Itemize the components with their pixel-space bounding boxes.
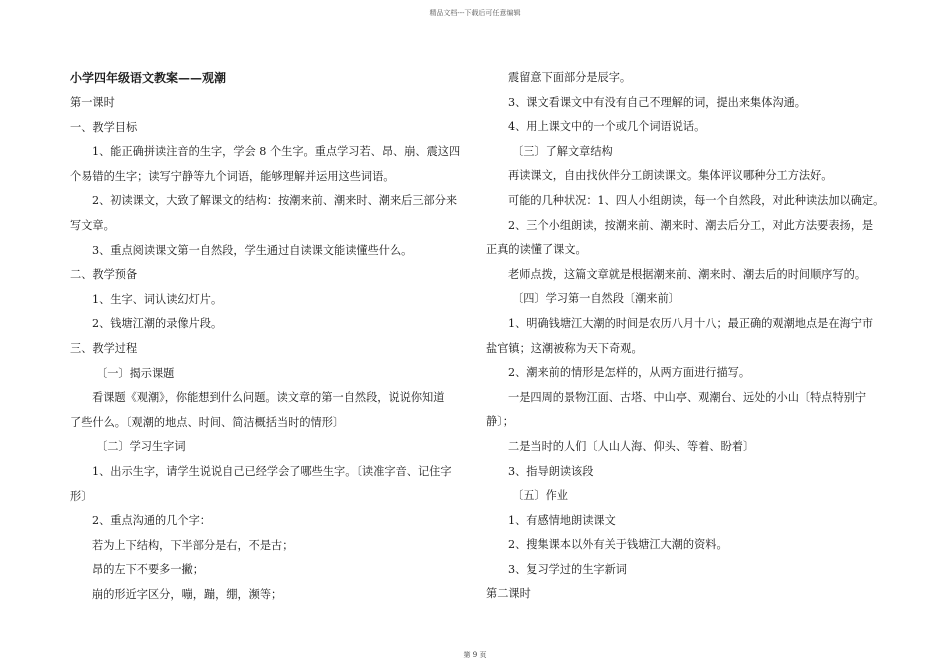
right-paragraphs	[486, 66, 886, 607]
text-line: 2、初读课文，大致了解课文的结构：按潮来前、潮来时、潮来后三部分来	[92, 194, 458, 208]
text-line: 静〕；	[486, 415, 514, 429]
text-line: 震留意下面部分是辰字。	[508, 71, 632, 84]
text-line: 1、能正确拼读注音的生字，学会 8 个生字。重点学习若、昂、崩、震这四	[92, 145, 461, 159]
text-line: 昂的左下不要多一撇；	[92, 563, 204, 577]
text-line: 看课题《观潮》，你能想到什么问题。读文章的第一自然段，说说你知道	[92, 391, 445, 405]
text-line: 再读课文，自由找伙伴分工朗读课文。集体评议哪种分工方法好。	[508, 169, 833, 183]
text-line: 2、搜集课本以外有关于钱塘江大潮的资料。	[508, 538, 728, 552]
text-line: 盐官镇；这潮被称为天下奇观。	[486, 341, 643, 355]
text-line: 1、出示生字，请学生说说自己已经学会了哪些生字。〔读准字音、记住字	[92, 464, 452, 478]
text-line: 了些什么。〔观潮的地点、时间、简洁概括当时的情形〕	[70, 415, 345, 429]
text-line: 〔一〕揭示课题	[96, 366, 175, 380]
text-line: 可能的几种状况：1、四人小组朗读，每一个自然段，对此种读法加以确定。	[508, 193, 885, 207]
text-line: 2、钱塘江潮的录像片段。	[92, 317, 223, 331]
text-line: 1、明确钱塘江大潮的时间是农历八月十八；最正确的观潮地点是在海宁市	[508, 316, 874, 330]
text-line: 1、生字、词认读幻灯片。	[92, 292, 223, 306]
text-line: 2、潮来前的情形是怎样的，从两方面进行描写。	[508, 366, 751, 380]
text-line: 二、教学预备	[70, 268, 138, 282]
text-line: 三、教学过程	[70, 341, 138, 355]
text-line: 3、重点阅读课文第一自然段，学生通过自读课文能读懂些什么。	[92, 243, 413, 257]
text-line: 正真的读懂了课文。	[486, 243, 587, 257]
text-line: 〔二〕学习生字词	[96, 440, 186, 454]
text-line: 一、教学目标	[70, 120, 138, 134]
text-line: 4、用上课文中的一个或几个词语说话。	[508, 120, 706, 134]
text-line: 〔五〕作业	[512, 489, 568, 503]
right-column	[486, 66, 886, 607]
text-line: 1、有感情地朗读课文	[508, 513, 616, 527]
text-line: 3、课文看课文中有没有自己不理解的词，提出来集体沟通。	[508, 95, 806, 109]
text-line: 2、重点沟通的几个字：	[92, 514, 211, 528]
text-line: 一是四周的景物江面、古塔、中山亭、观潮台、远处的小山〔特点特别宁	[508, 390, 867, 404]
text-line: 2、三个小组朗读，按潮来前、潮来时、潮去后分工，对此方法要表扬，是	[508, 218, 874, 232]
page-footer: 第 9 页	[463, 651, 487, 659]
document-title: 小学四年级语文教案——观潮	[70, 71, 227, 85]
text-line: 崩的形近字区分，嘣，蹦，绷，濒等；	[92, 587, 283, 601]
text-line: 老师点拨，这篇文章就是根据潮来前、潮来时、潮去后的时间顺序写的。	[508, 267, 867, 281]
left-column	[70, 66, 465, 607]
text-line: 〔三〕了解文章结构	[512, 144, 613, 158]
text-line: 个易错的生字；读写宁静等九个词语，能够理解并运用这些词语。	[70, 169, 395, 183]
text-line: 第二课时	[486, 587, 531, 601]
text-line: 写文章。	[70, 218, 115, 232]
text-line: 形〕	[70, 489, 93, 503]
page-header: 精品文档---下载后可任意编辑	[429, 9, 521, 17]
text-line: 二是当时的人们〔人山人海、仰头、等着、盼着〕	[508, 439, 755, 453]
text-line: 若为上下结构，下半部分是右，不是古；	[92, 538, 294, 552]
text-line: 3、指导朗读该段	[508, 464, 594, 478]
left-paragraphs	[70, 91, 465, 607]
text-line: 第一课时	[70, 96, 115, 109]
text-line: 〔四〕学习第一自然段〔潮来前〕	[512, 292, 680, 306]
text-line: 3、复习学过的生字新词	[508, 562, 627, 576]
